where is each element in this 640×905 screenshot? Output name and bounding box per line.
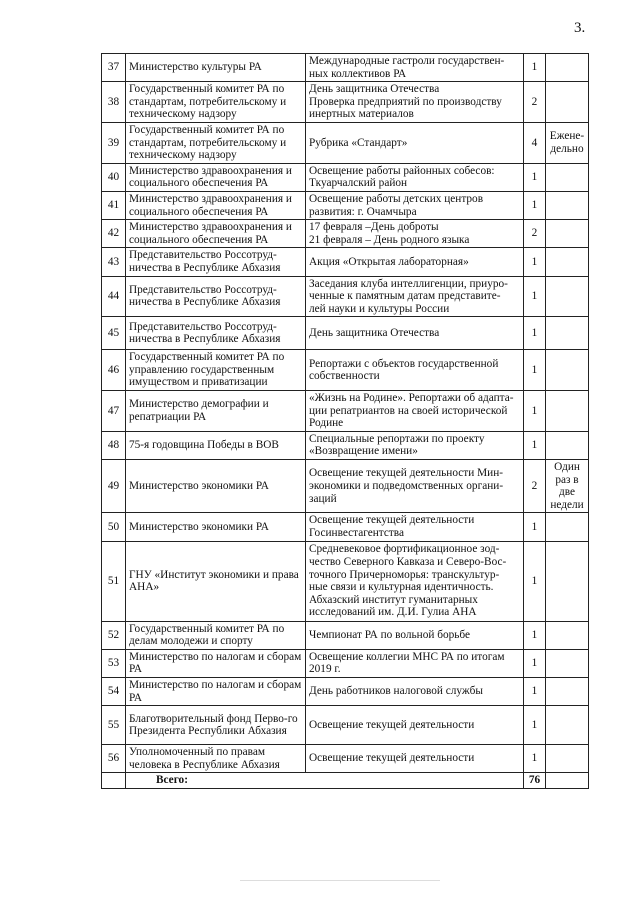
organization-cell: Уполномоченный по правам человека в Республике Абхазия (126, 745, 306, 773)
table-row (102, 191, 589, 219)
table-row (102, 82, 589, 123)
topic-cell: 17 февраля –День доброты 21 февраля – День родного языка (306, 220, 524, 248)
topic-cell: Освещение текущей деятельности (306, 745, 524, 773)
table-row (102, 391, 589, 432)
count-cell: 1 (524, 248, 546, 276)
frequency-cell: Один раз в две недели (546, 460, 589, 513)
table-row (102, 745, 589, 773)
row-number: 39 (102, 122, 126, 163)
table-row (102, 677, 589, 705)
table-row (102, 621, 589, 649)
table-row (102, 513, 589, 541)
count-cell: 1 (524, 163, 546, 191)
total-label: Всего: (126, 773, 524, 789)
row-number: 45 (102, 317, 126, 350)
topic-cell: Освещение коллегии МНС РА по итогам 2019 г. (306, 649, 524, 677)
table-row (102, 276, 589, 317)
table-row (102, 122, 589, 163)
row-number: 49 (102, 460, 126, 513)
topic-cell: Репортажи с объектов государственной собственности (306, 350, 524, 391)
table-row (102, 220, 589, 248)
organization-cell: Министерство демографии и репатриации РА (126, 391, 306, 432)
frequency-cell (546, 191, 589, 219)
table-row (102, 248, 589, 276)
total-blank-end (546, 773, 589, 789)
row-number: 37 (102, 54, 126, 82)
frequency-cell: Еженe- дельно (546, 122, 589, 163)
count-cell: 1 (524, 745, 546, 773)
frequency-cell (546, 541, 589, 621)
table-row (102, 54, 589, 82)
topic-cell: Средневековое фортификационное зод- чество Северного Кавказа и Северо-Вос- точного Причерноморья: транскультур- ные связи и культурная идентичность. Абхазский институт гуманитарных исследований им. Д.И. Гулиа АНА (306, 541, 524, 621)
topic-cell: Акция «Открытая лабораторная» (306, 248, 524, 276)
organization-cell: Министерство здравоохранения и социального обеспечения РА (126, 191, 306, 219)
frequency-cell (546, 706, 589, 745)
frequency-cell (546, 513, 589, 541)
row-number: 55 (102, 706, 126, 745)
count-cell: 1 (524, 317, 546, 350)
organization-cell: Министерство экономики РА (126, 513, 306, 541)
organization-cell: Представительство Россотруд-ничества в Республике Абхазия (126, 276, 306, 317)
total-blank (102, 773, 126, 789)
count-cell: 1 (524, 391, 546, 432)
frequency-cell (546, 391, 589, 432)
topic-cell: Освещение текущей деятельности Мин- экономики и подведомственных органи- заций (306, 460, 524, 513)
frequency-cell (546, 317, 589, 350)
count-cell: 1 (524, 54, 546, 82)
table-row (102, 541, 589, 621)
organization-cell: Министерство культуры РА (126, 54, 306, 82)
table-row (102, 163, 589, 191)
count-cell: 1 (524, 191, 546, 219)
frequency-cell (546, 276, 589, 317)
count-cell: 1 (524, 706, 546, 745)
row-number: 44 (102, 276, 126, 317)
table-row (102, 706, 589, 745)
row-number: 41 (102, 191, 126, 219)
table-body (102, 54, 589, 789)
row-number: 52 (102, 621, 126, 649)
row-number: 54 (102, 677, 126, 705)
count-cell: 2 (524, 82, 546, 123)
row-number: 42 (102, 220, 126, 248)
topic-cell: Специальные репортажи по проекту «Возвращение имени» (306, 431, 524, 459)
organization-cell: ГНУ «Институт экономики и права АНА» (126, 541, 306, 621)
count-cell: 1 (524, 431, 546, 459)
organization-cell: Благотворительный фонд Перво-го Президента Республики Абхазия (126, 706, 306, 745)
row-number: 46 (102, 350, 126, 391)
frequency-cell (546, 82, 589, 123)
count-cell: 1 (524, 513, 546, 541)
frequency-cell (546, 677, 589, 705)
count-cell: 2 (524, 220, 546, 248)
frequency-cell (546, 621, 589, 649)
row-number: 47 (102, 391, 126, 432)
organization-cell: 75-я годовщина Победы в ВОВ (126, 431, 306, 459)
organization-cell: Министерство здравоохранения и социального обеспечения РА (126, 163, 306, 191)
organization-cell: Министерство по налогам и сборам РА (126, 677, 306, 705)
topic-cell: «Жизнь на Родине». Репортажи об адапта- ции репатриантов на своей исторической Родине (306, 391, 524, 432)
topic-cell: Освещение работы районных собесов: Ткуарчалский район (306, 163, 524, 191)
frequency-cell (546, 350, 589, 391)
count-cell: 1 (524, 350, 546, 391)
organization-cell: Государственный комитет РА по делам молодежи и спорту (126, 621, 306, 649)
row-number: 43 (102, 248, 126, 276)
table-row (102, 431, 589, 459)
topic-cell: Освещение работы детских центров развития: г. Очамчыра (306, 191, 524, 219)
organization-cell: Министерство здравоохранения и социального обеспечения РА (126, 220, 306, 248)
topic-cell: Освещение текущей деятельности (306, 706, 524, 745)
topic-cell: День работников налоговой службы (306, 677, 524, 705)
row-number: 56 (102, 745, 126, 773)
count-cell: 1 (524, 541, 546, 621)
count-cell: 1 (524, 677, 546, 705)
row-number: 38 (102, 82, 126, 123)
row-number: 51 (102, 541, 126, 621)
row-number: 53 (102, 649, 126, 677)
table-row (102, 317, 589, 350)
organization-cell: Министерство по налогам и сборам РА (126, 649, 306, 677)
count-cell: 1 (524, 276, 546, 317)
frequency-cell (546, 220, 589, 248)
organization-cell: Государственный комитет РА по стандартам, потребительскому и техническому надзору (126, 82, 306, 123)
total-value: 76 (524, 773, 546, 789)
organization-cell: Представительство Россотруд-ничества в Республике Абхазия (126, 317, 306, 350)
topic-cell: День защитника Отечества Проверка предприятий по производству инертных материалов (306, 82, 524, 123)
topic-cell: Рубрика «Стандарт» (306, 122, 524, 163)
total-row (102, 773, 589, 789)
frequency-cell (546, 163, 589, 191)
table-row (102, 649, 589, 677)
frequency-cell (546, 649, 589, 677)
count-cell: 2 (524, 460, 546, 513)
row-number: 40 (102, 163, 126, 191)
organization-cell: Министерство экономики РА (126, 460, 306, 513)
row-number: 48 (102, 431, 126, 459)
count-cell: 1 (524, 649, 546, 677)
organization-cell: Государственный комитет РА по стандартам, потребительскому и техническому надзору (126, 122, 306, 163)
frequency-cell (546, 54, 589, 82)
topic-cell: День защитника Отечества (306, 317, 524, 350)
topic-cell: Заседания клуба интеллигенции, приуро- ченные к памятным датам представите- лей науки и культуры России (306, 276, 524, 317)
frequency-cell (546, 431, 589, 459)
row-number: 50 (102, 513, 126, 541)
count-cell: 4 (524, 122, 546, 163)
organization-cell: Представительство Россотруд-ничества в Республике Абхазия (126, 248, 306, 276)
topic-cell: Чемпионат РА по вольной борьбе (306, 621, 524, 649)
count-cell: 1 (524, 621, 546, 649)
topic-cell: Международные гастроли государствен- ных коллективов РА (306, 54, 524, 82)
scan-edge (240, 880, 440, 881)
media-plan-table (101, 53, 589, 789)
frequency-cell (546, 248, 589, 276)
topic-cell: Освещение текущей деятельности Госинвестагентства (306, 513, 524, 541)
organization-cell: Государственный комитет РА по управлению государственным имуществом и приватизации (126, 350, 306, 391)
frequency-cell (546, 745, 589, 773)
table-row (102, 460, 589, 513)
page-number: 3. (574, 20, 586, 36)
table-row (102, 350, 589, 391)
